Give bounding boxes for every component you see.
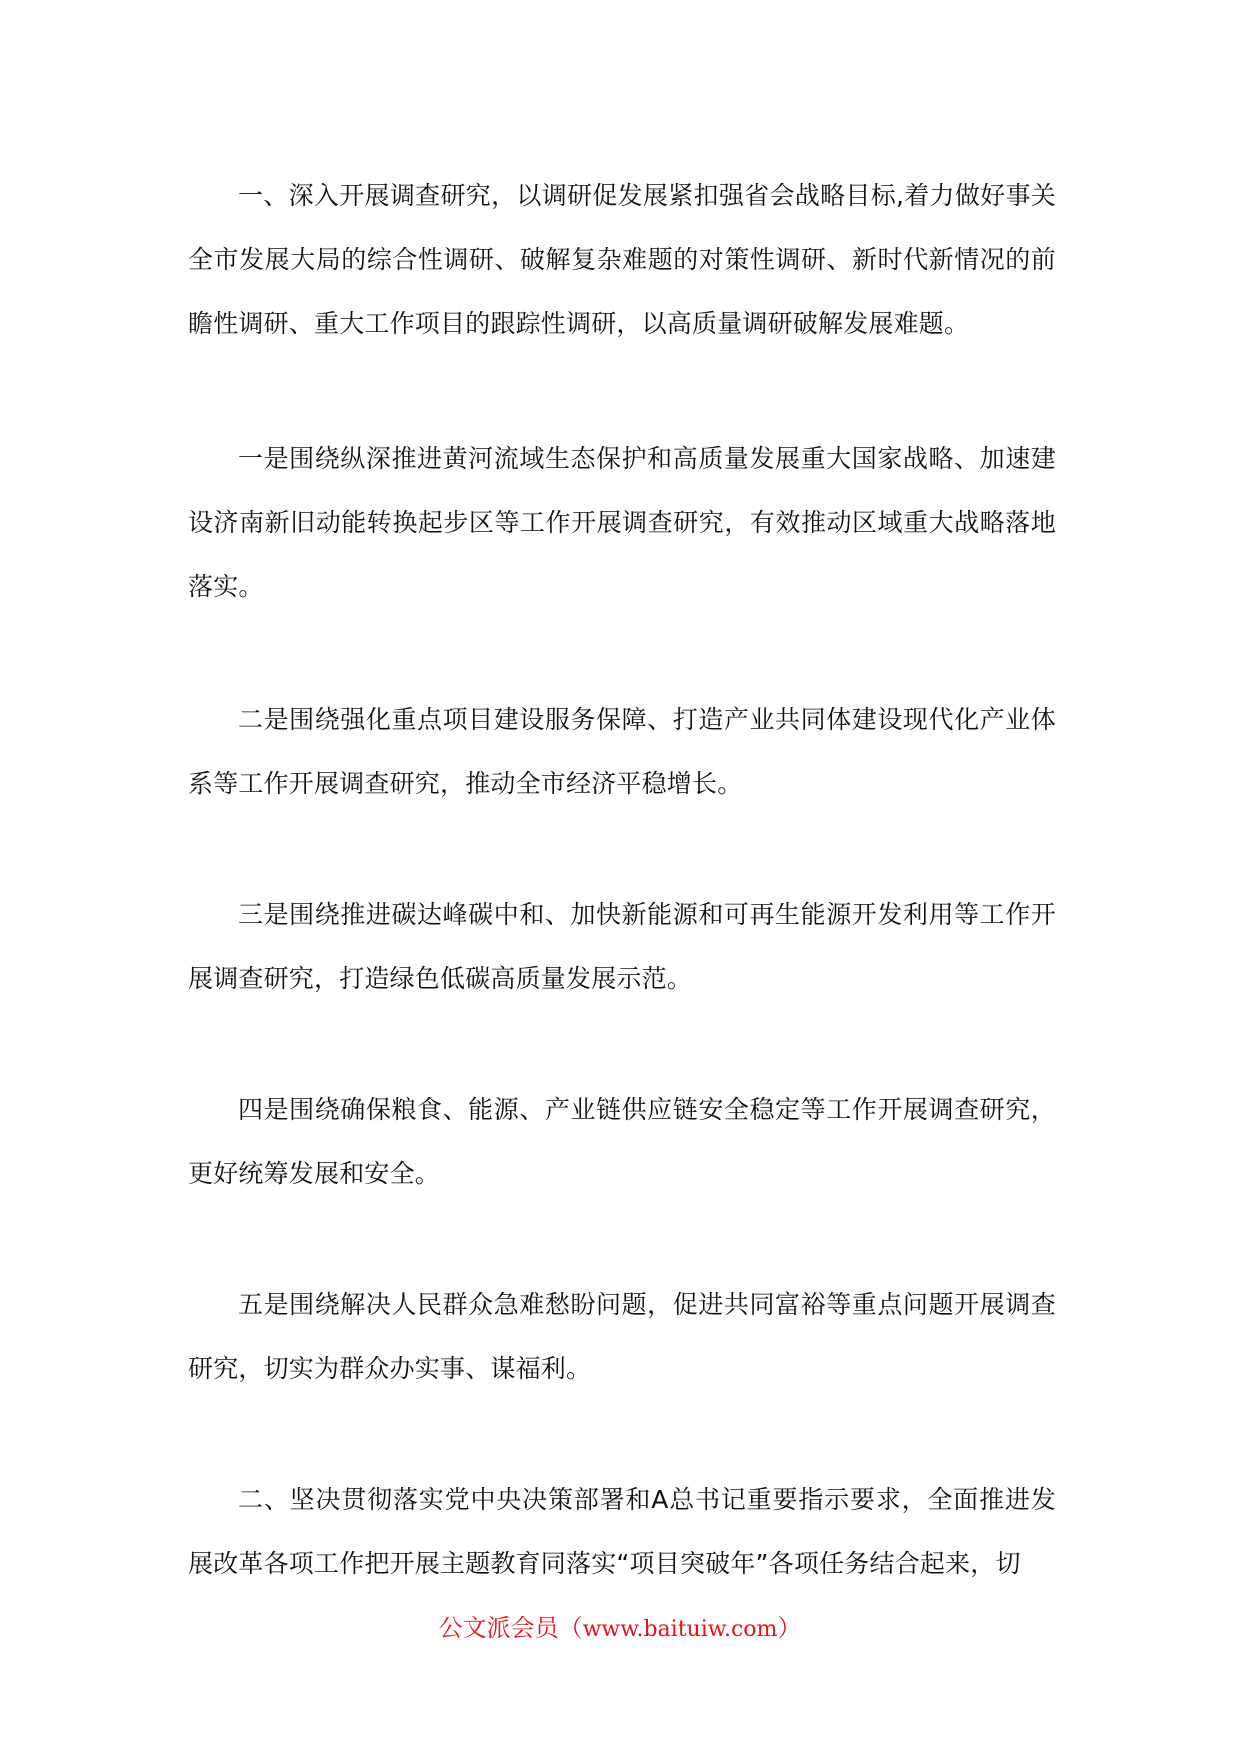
paragraph-item-two: 二是围绕强化重点项目建设服务保障、打造产业共同体建设现代化产业体系等工作开展调查研究，推动全市经济平稳增长。 (188, 705, 1056, 798)
paragraph-item-five: 五是围绕解决人民群众急难愁盼问题，促进共同富裕等重点问题开展调查研究，切实为群众办实事、谋福利。 (188, 1290, 1056, 1383)
footer-label: 公文派会员（ (438, 1614, 583, 1642)
paragraph-section-two: 二、坚决贯彻落实党中央决策部署和A总书记重要指示要求，全面推进发展改革各项工作把开展主题教育同落实“项目突破年”各项任务结合起来，切 (188, 1485, 1056, 1578)
paragraph-item-three: 三是围绕推进碳达峰碳中和、加快新能源和可再生能源开发利用等工作开展调查研究，打造绿色低碳高质量发展示范。 (188, 900, 1056, 993)
footer-url[interactable]: www.baituiw.com (582, 1617, 778, 1642)
footer-watermark (0, 1611, 1240, 1647)
footer-close: ） (777, 1614, 802, 1642)
paragraph-section-one: 一、深入开展调查研究，以调研促发展紧扣强省会战略目标,着力做好事关全市发展大局的综合性调研、破解复杂难题的对策性调研、新时代新情况的前瞻性调研、重大工作项目的跟踪性调研，以高质量调研破解发展难题。 (188, 181, 1056, 338)
paragraph-item-one: 一是围绕纵深推进黄河流域生态保护和高质量发展重大国家战略、加速建设济南新旧动能转换起步区等工作开展调查研究，有效推动区域重大战略落地落实。 (188, 444, 1056, 601)
paragraph-item-four: 四是围绕确保粮食、能源、产业链供应链安全稳定等工作开展调查研究，更好统筹发展和安全。 (188, 1095, 1056, 1188)
